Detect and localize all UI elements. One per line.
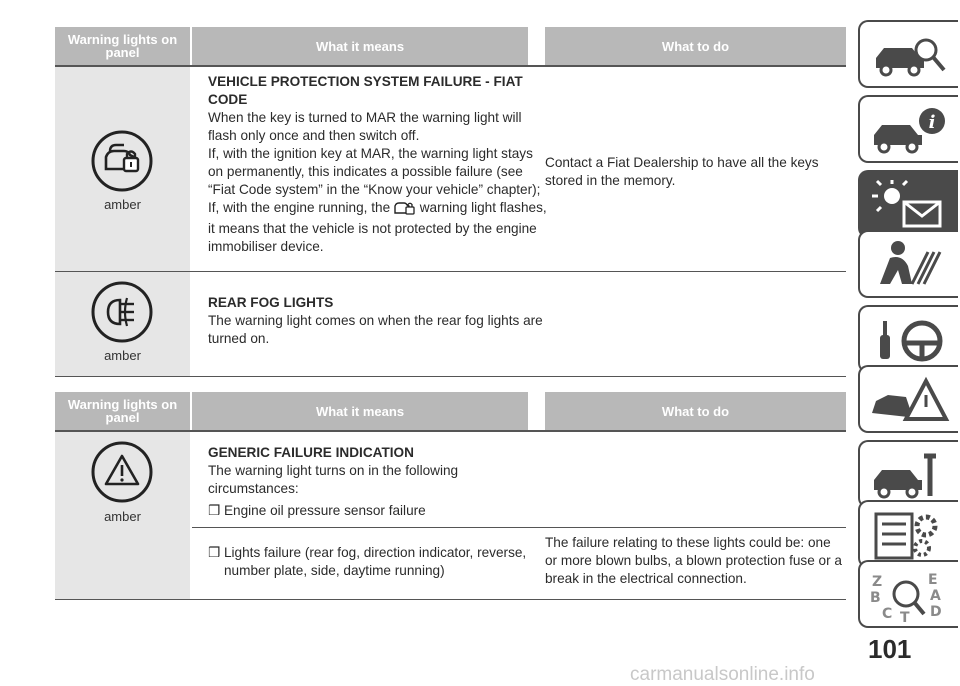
- paragraph: The warning light comes on when the rear fog lights are turned on.: [208, 313, 543, 346]
- rear-fog-light-icon: [90, 280, 154, 344]
- tab-technical-data[interactable]: [858, 500, 958, 568]
- tab-car-info[interactable]: [858, 95, 958, 163]
- paragraph-start: If, with the engine running, the: [208, 200, 391, 215]
- warning-title: GENERIC FAILURE INDICATION: [208, 445, 414, 460]
- svg-text:A: A: [930, 588, 941, 604]
- means-cell: [208, 73, 548, 256]
- row-divider: [55, 376, 846, 377]
- paragraph: If, with the ignition key at MAR, the warning light stays on permanently, this indicates a possible failure (see “Fiat Code system” in the “Know your vehicle” chapter);: [208, 146, 541, 197]
- tab-warning-lights[interactable]: [858, 170, 958, 238]
- car-info-icon: [868, 103, 952, 159]
- svg-text:B: B: [870, 590, 881, 606]
- list-item-text: Engine oil pressure sensor failure: [223, 503, 426, 518]
- header-warning-lights: Warning lights on panel: [55, 392, 190, 430]
- warning-light-envelope-icon: [868, 178, 952, 234]
- list-gear-icon: [868, 508, 952, 564]
- color-label: amber: [104, 348, 141, 363]
- alphabet-index-icon: [868, 568, 952, 624]
- paragraph: [208, 199, 548, 256]
- header-what-to-do: What to do: [545, 392, 846, 430]
- tab-emergency[interactable]: [858, 365, 958, 433]
- inline-vehicle-protection-icon: [394, 199, 416, 220]
- svg-text:E: E: [928, 572, 938, 588]
- tab-starting-driving[interactable]: [858, 305, 958, 373]
- table-header: [55, 392, 846, 430]
- page-number: 101: [868, 634, 912, 664]
- header-what-it-means: What it means: [192, 392, 528, 430]
- header-what-to-do: What to do: [545, 27, 846, 65]
- list-item: [208, 544, 533, 580]
- means-cell: [208, 294, 548, 348]
- tab-index[interactable]: [858, 560, 958, 628]
- svg-text:T: T: [900, 610, 910, 624]
- svg-text:D: D: [930, 604, 942, 620]
- generic-failure-triangle-icon: [90, 440, 154, 504]
- paragraph: The warning light turns on in the following circumstances:: [208, 463, 459, 496]
- vehicle-protection-warning-icon: [90, 129, 154, 193]
- tab-car-search[interactable]: [858, 20, 958, 88]
- todo-cell: The failure relating to these lights could be: one or more blown bulbs, a blown protection fuse or a break in the electrical connection.: [545, 535, 842, 586]
- svg-text:i: i: [928, 112, 936, 133]
- bullet-icon: ❒: [208, 545, 221, 560]
- tab-maintenance[interactable]: [858, 440, 958, 508]
- car-crash-warning-icon: [868, 373, 952, 429]
- paragraph-end: warning light flashes, it means that the vehicle is not protected by the engine immobiliser device.: [208, 200, 547, 254]
- paragraph: When the key is turned to MAR the warning light will flash only once and then switch off.: [208, 110, 522, 143]
- car-search-icon: [868, 28, 952, 84]
- warning-title: VEHICLE PROTECTION SYSTEM FAILURE - FIAT CODE: [208, 74, 523, 107]
- row-divider: [55, 599, 846, 600]
- header-what-it-means: What it means: [192, 27, 528, 65]
- color-label: amber: [104, 197, 141, 212]
- header-warning-lights: Warning lights on panel: [55, 27, 190, 65]
- list-item-text: Lights failure (rear fog, direction indicator, reverse, number plate, side, daytime running): [223, 545, 527, 578]
- car-wrench-icon: [868, 448, 952, 504]
- airbag-person-icon: [868, 238, 952, 294]
- row-divider: [192, 527, 846, 528]
- bullet-icon: ❒: [208, 503, 221, 518]
- table-header: [55, 27, 846, 65]
- svg-text:C: C: [882, 606, 893, 622]
- todo-cell: Contact a Fiat Dealership to have all the keys stored in the memory.: [545, 155, 819, 188]
- svg-text:Z: Z: [872, 574, 883, 590]
- watermark: carmanualsonline.info: [630, 664, 815, 685]
- means-cell: [208, 444, 548, 520]
- list-item: [208, 502, 548, 520]
- tab-safety[interactable]: [858, 230, 958, 298]
- color-label: amber: [104, 509, 141, 524]
- warning-title: REAR FOG LIGHTS: [208, 295, 334, 310]
- key-steering-icon: [868, 313, 952, 369]
- icon-cell: [55, 528, 190, 599]
